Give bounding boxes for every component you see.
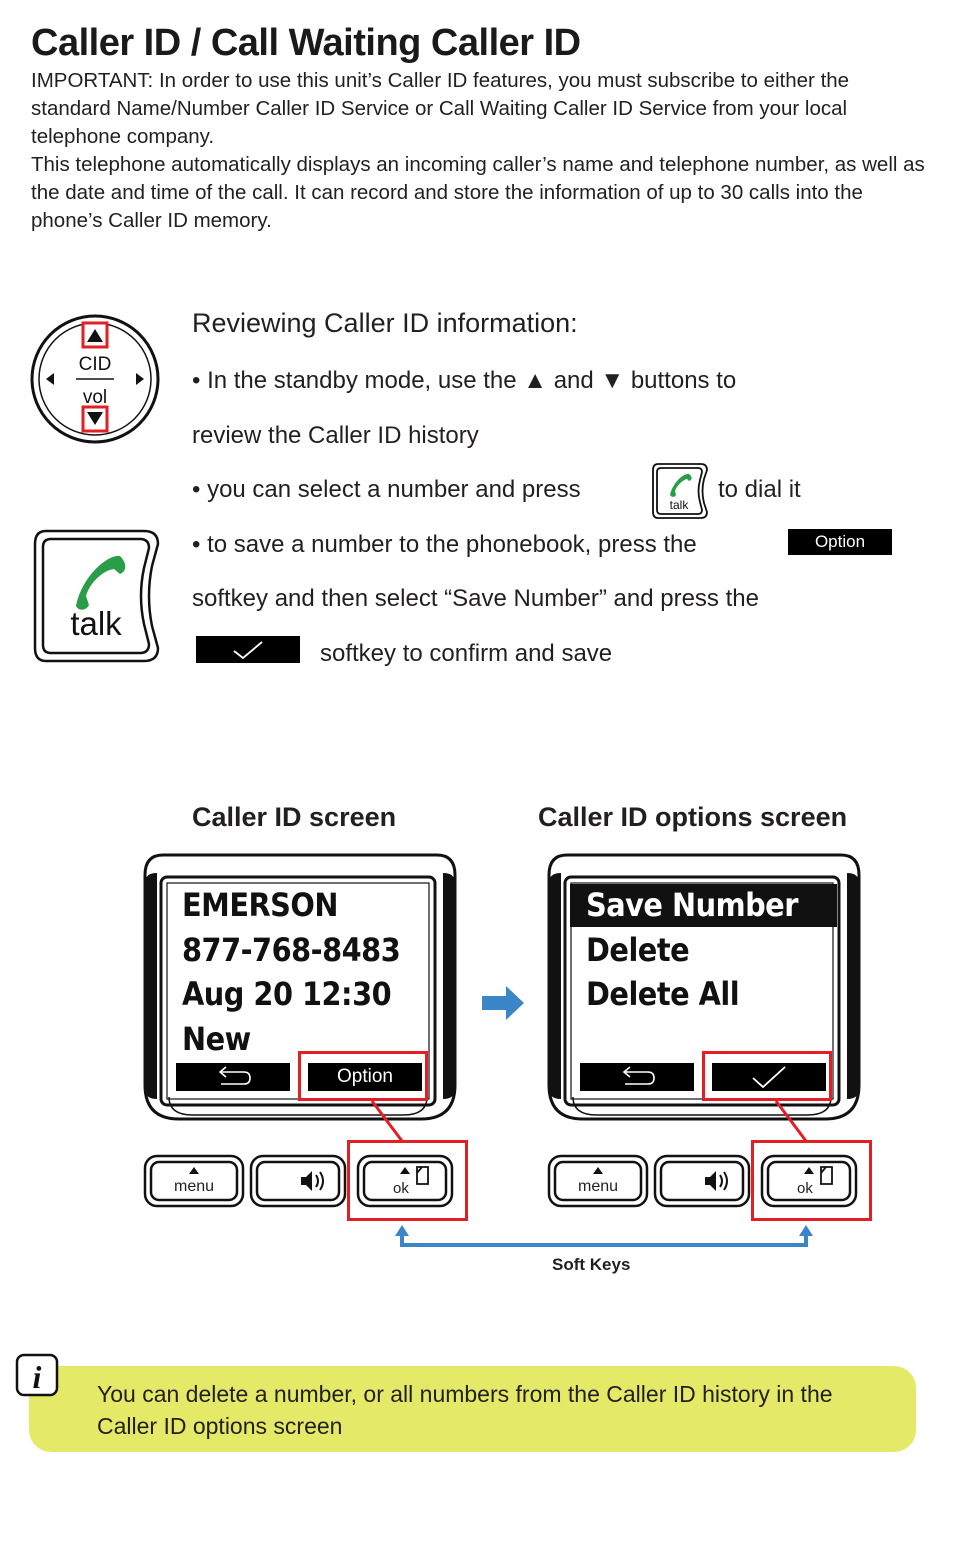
menu-key-label: menu: [577, 1178, 619, 1195]
note-text: You can delete a number, or all numbers from the Caller ID history in the Caller ID options screen: [97, 1381, 833, 1439]
ok-key-label: ok: [393, 1180, 409, 1197]
soft-keys-label: Soft Keys: [552, 1255, 631, 1274]
info-icon: [14, 1352, 60, 1398]
menu-key-label: menu: [173, 1178, 215, 1195]
svg-text:i: i: [32, 1359, 42, 1395]
lcd-call-datetime: Aug 20 12:30: [182, 975, 392, 1013]
speaker-key-left: [249, 1154, 347, 1208]
talk-label: talk: [70, 605, 122, 642]
lcd-caller-name: EMERSON: [182, 886, 338, 924]
bullet-1-line-2: review the Caller ID history: [192, 422, 479, 449]
bullet-3-line-3: softkey to confirm and save: [320, 640, 613, 667]
bullet-3-line-2: softkey and then select “Save Number” and press the: [192, 585, 759, 612]
reviewing-heading: Reviewing Caller ID information:: [192, 308, 578, 338]
important-paragraph: IMPORTANT: In order to use this unit’s Caller ID features, you must subscribe to either the standard Name/Number Caller ID Service or Call Waiting Caller ID Service from your local telephone company.: [31, 69, 850, 148]
speaker-key-right: [653, 1154, 751, 1208]
lcd-option-softkey: Option: [308, 1063, 422, 1091]
caller-id-screen-title: Caller ID screen: [192, 802, 397, 832]
option-delete-all: Delete All: [586, 975, 740, 1013]
bullet-2-text: • you can select a number and press: [192, 476, 581, 503]
option-save-number: Save Number: [586, 886, 798, 924]
page-title: Caller ID / Call Waiting Caller ID: [31, 22, 581, 64]
bullet-2-text-end: to dial it: [718, 476, 801, 503]
bullet-1-line-1: • In the standby mode, use the ▲ and ▼ buttons to: [192, 367, 737, 394]
lcd-call-status: New: [182, 1020, 251, 1058]
ok-key-label: ok: [797, 1180, 813, 1197]
options-screen-title: Caller ID options screen: [538, 802, 848, 832]
talk-inline-label: talk: [669, 498, 689, 512]
description-paragraph: This telephone automatically displays an incoming caller’s name and telephone number, as well as the date and time of the call. It can record and store the information of up to 30 calls into the phone’s Caller ID memory.: [31, 153, 925, 232]
vol-label: vol: [82, 387, 108, 408]
option-softkey-inline: Option: [788, 529, 892, 555]
option-delete: Delete: [586, 931, 690, 969]
bullet-3-line-1: • to save a number to the phonebook, press the: [192, 531, 697, 558]
cid-label: CID: [78, 354, 112, 375]
lcd-caller-number: 877-768-8483: [182, 931, 401, 969]
